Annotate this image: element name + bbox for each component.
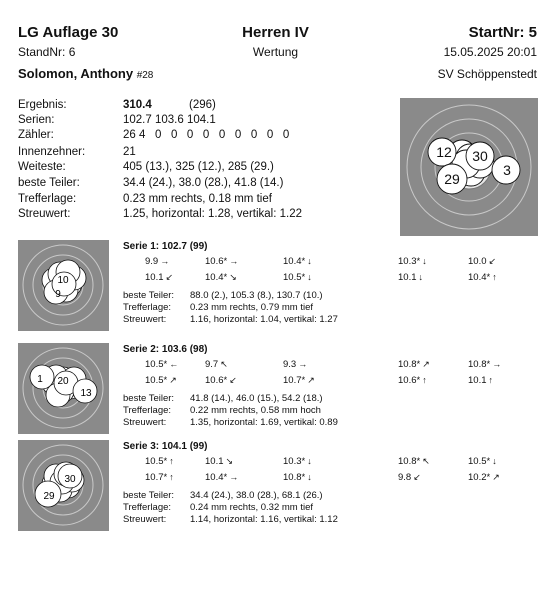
shot-value xyxy=(398,472,421,483)
direction-arrow-icon: ↙ xyxy=(413,472,421,482)
inner-tens-value: 21 xyxy=(123,146,136,158)
shot-ring: 9.9 xyxy=(145,256,159,267)
shot-ring: 10.1 xyxy=(205,456,224,467)
shot-ring: 10.4* xyxy=(205,272,228,283)
direction-arrow-icon: ↑ xyxy=(488,375,493,385)
series-title: Serie 1: 102.7 (99) xyxy=(123,241,208,252)
shot-value xyxy=(468,272,497,283)
direction-arrow-icon: ↑ xyxy=(492,272,497,282)
direction-arrow-icon: ↙ xyxy=(165,272,174,282)
series-detail-label: beste Teiler: xyxy=(123,393,175,404)
summary-target-label: 12 xyxy=(436,144,452,160)
shot-value xyxy=(283,456,312,467)
shot-value xyxy=(205,456,233,467)
summary-label: beste Teiler: xyxy=(18,177,80,189)
shot-ring: 10.6* xyxy=(205,375,228,386)
shot-ring: 10.3* xyxy=(283,456,306,467)
shot-value xyxy=(283,472,312,483)
shot-value xyxy=(398,456,430,467)
series-detail-value: 0.23 mm rechts, 0.79 mm tief xyxy=(190,302,314,313)
direction-arrow-icon: ↗ xyxy=(422,359,430,369)
shot-ring: 10.7* xyxy=(283,375,306,386)
direction-arrow-icon: → xyxy=(160,256,170,266)
direction-arrow-icon: ↘ xyxy=(229,272,237,282)
shot-value xyxy=(398,359,430,370)
summary-label: Innenzehner: xyxy=(18,146,86,158)
shot-value xyxy=(145,256,169,267)
shooter xyxy=(18,66,153,81)
shooter-number: #28 xyxy=(136,70,154,81)
club: SV Schöppenstedt xyxy=(437,67,537,81)
spread-value: 1.25, horizontal: 1.28, vertikal: 1.22 xyxy=(123,208,302,220)
direction-arrow-icon: ↓ xyxy=(422,256,427,266)
direction-arrow-icon: ← xyxy=(169,359,179,369)
direction-arrow-icon: → xyxy=(492,359,502,369)
summary-label: Streuwert: xyxy=(18,208,71,220)
series-detail-value: 0.24 mm rechts, 0.32 mm tief xyxy=(190,502,314,513)
datetime: 15.05.2025 20:01 xyxy=(443,45,537,59)
shot-ring: 10.5* xyxy=(468,456,491,467)
shot-value xyxy=(283,272,312,283)
series-detail-value: 1.35, horizontal: 1.69, vertikal: 0.89 xyxy=(190,417,338,428)
series-target-label: 13 xyxy=(80,388,92,399)
shot-value xyxy=(468,375,493,386)
series-detail-value: 88.0 (2.), 105.3 (8.), 130.7 (10.) xyxy=(190,290,323,301)
shot-value xyxy=(145,375,177,386)
direction-arrow-icon: ↘ xyxy=(225,456,234,466)
summary-label: Trefferlage: xyxy=(18,193,77,205)
shot-ring: 9.7 xyxy=(205,359,219,370)
shot-value xyxy=(398,272,423,283)
direction-arrow-icon: ↓ xyxy=(307,456,312,466)
direction-arrow-icon: ↑ xyxy=(169,456,174,466)
shot-value xyxy=(145,272,173,283)
direction-arrow-icon: ↗ xyxy=(307,375,315,385)
result-value: 310.4 xyxy=(123,99,152,111)
summary-target-label: 30 xyxy=(472,148,488,164)
farthest-value: 405 (13.), 325 (12.), 285 (29.) xyxy=(123,161,274,173)
direction-arrow-icon: ↓ xyxy=(307,256,312,266)
shot-ring: 10.6* xyxy=(205,256,228,267)
direction-arrow-icon: → xyxy=(229,256,239,266)
shot-value xyxy=(145,359,178,370)
shot-ring: 10.5* xyxy=(145,359,168,370)
shot-value xyxy=(468,472,500,483)
direction-arrow-icon: ↙ xyxy=(229,375,237,385)
shot-value xyxy=(468,359,501,370)
shot-ring: 10.4* xyxy=(468,272,491,283)
shot-value xyxy=(468,256,496,267)
shooter-name: Solomon, Anthony xyxy=(18,66,134,81)
shot-ring: 10.1 xyxy=(398,272,417,283)
series-target-label: 9 xyxy=(55,289,61,300)
result-row xyxy=(123,99,216,111)
shot-value xyxy=(205,359,228,370)
direction-arrow-icon: ↓ xyxy=(418,272,423,282)
direction-arrow-icon: ↗ xyxy=(492,472,500,482)
start-number: StartNr: 5 xyxy=(468,24,537,41)
shot-ring: 10.2* xyxy=(468,472,491,483)
series-detail-value: 1.16, horizontal: 1.04, vertikal: 1.27 xyxy=(190,314,338,325)
shot-ring: 10.8* xyxy=(398,456,421,467)
direction-arrow-icon: ↗ xyxy=(169,375,177,385)
series-detail-value: 34.4 (24.), 38.0 (28.), 68.1 (26.) xyxy=(190,490,323,501)
series-target-label: 10 xyxy=(57,275,69,286)
shot-ring: 10.3* xyxy=(398,256,421,267)
series-target xyxy=(18,240,109,331)
series-target-label: 1 xyxy=(37,374,43,385)
series-detail-value: 0.22 mm rechts, 0.58 mm hoch xyxy=(190,405,321,416)
summary-target-label: 29 xyxy=(444,171,460,187)
shot-ring: 10.5* xyxy=(145,375,168,386)
direction-arrow-icon: ↓ xyxy=(307,272,312,282)
series-target xyxy=(18,343,109,434)
shot-ring: 10.1 xyxy=(468,375,487,386)
series-detail-label: Streuwert: xyxy=(123,514,167,525)
shot-value xyxy=(205,472,238,483)
shot-ring: 10.4* xyxy=(283,256,306,267)
direction-arrow-icon: ↖ xyxy=(220,359,228,369)
shot-ring: 10.5* xyxy=(283,272,306,283)
direction-arrow-icon: ↙ xyxy=(488,256,497,266)
shot-ring: 10.8* xyxy=(283,472,306,483)
series-detail-value: 41.8 (14.), 46.0 (15.), 54.2 (18.) xyxy=(190,393,323,404)
competition-title: LG Auflage 30 xyxy=(18,24,119,41)
shot-ring: 10.8* xyxy=(398,359,421,370)
summary-label: Serien: xyxy=(18,114,55,126)
shot-value xyxy=(145,456,174,467)
shot-value xyxy=(283,375,315,386)
summary-target xyxy=(400,98,538,236)
series-target-graphic xyxy=(18,440,109,531)
series-detail-label: Trefferlage: xyxy=(123,405,172,416)
shot-value xyxy=(205,256,238,267)
shot-value xyxy=(205,272,237,283)
shot-ring: 9.3 xyxy=(283,359,297,370)
hit-position-value: 0.23 mm rechts, 0.18 mm tief xyxy=(123,193,272,205)
shot-value xyxy=(398,375,427,386)
shot-value xyxy=(145,472,174,483)
shot-ring: 10.7* xyxy=(145,472,168,483)
shot-value xyxy=(283,359,307,370)
shot-ring: 10.4* xyxy=(205,472,228,483)
summary-target-graphic xyxy=(400,98,538,236)
summary-label: Weiteste: xyxy=(18,161,66,173)
rating-label: Wertung xyxy=(252,45,299,59)
direction-arrow-icon: → xyxy=(229,472,239,482)
direction-arrow-icon: ↓ xyxy=(492,456,497,466)
shot-ring: 10.8* xyxy=(468,359,491,370)
direction-arrow-icon: ↑ xyxy=(422,375,427,385)
shot-ring: 10.1 xyxy=(145,272,164,283)
shot-ring: 10.6* xyxy=(398,375,421,386)
summary-label: Ergebnis: xyxy=(18,99,67,111)
direction-arrow-icon: ↓ xyxy=(307,472,312,482)
shot-value xyxy=(283,256,312,267)
series-values: 102.7 103.6 104.1 xyxy=(123,114,216,126)
shot-value xyxy=(468,456,497,467)
series-detail-label: Trefferlage: xyxy=(123,302,172,313)
direction-arrow-icon: ↖ xyxy=(422,456,430,466)
series-detail-label: Streuwert: xyxy=(123,417,167,428)
direction-arrow-icon: → xyxy=(298,359,308,369)
series-target-label: 20 xyxy=(57,376,69,387)
series-target-label: 29 xyxy=(43,491,55,502)
series-title: Serie 3: 104.1 (99) xyxy=(123,441,208,452)
class-name: Herren IV xyxy=(242,24,309,41)
series-target-graphic xyxy=(18,240,109,331)
series-detail-label: Streuwert: xyxy=(123,314,167,325)
series-detail-label: Trefferlage: xyxy=(123,502,172,513)
series-detail-label: beste Teiler: xyxy=(123,290,175,301)
shot-ring: 10.0 xyxy=(468,256,487,267)
counter-values: 26 4 0 0 0 0 0 0 0 0 0 xyxy=(123,129,290,141)
summary-target-label: 3 xyxy=(503,162,511,178)
series-detail-value: 1.14, horizontal: 1.16, vertikal: 1.12 xyxy=(190,514,338,525)
best-divisor-value: 34.4 (24.), 38.0 (28.), 41.8 (14.) xyxy=(123,177,284,189)
shot-ring: 9.8 xyxy=(398,472,412,483)
result-integer: (296) xyxy=(188,99,216,111)
shot-value xyxy=(398,256,427,267)
stand-number: StandNr: 6 xyxy=(18,45,76,59)
direction-arrow-icon: ↑ xyxy=(169,472,174,482)
shot-value xyxy=(205,375,237,386)
shot-ring: 10.5* xyxy=(145,456,168,467)
series-detail-label: beste Teiler: xyxy=(123,490,175,501)
summary-label: Zähler: xyxy=(18,129,54,141)
series-target-graphic xyxy=(18,343,109,434)
series-target xyxy=(18,440,109,531)
series-title: Serie 2: 103.6 (98) xyxy=(123,344,208,355)
series-target-label: 30 xyxy=(64,474,76,485)
